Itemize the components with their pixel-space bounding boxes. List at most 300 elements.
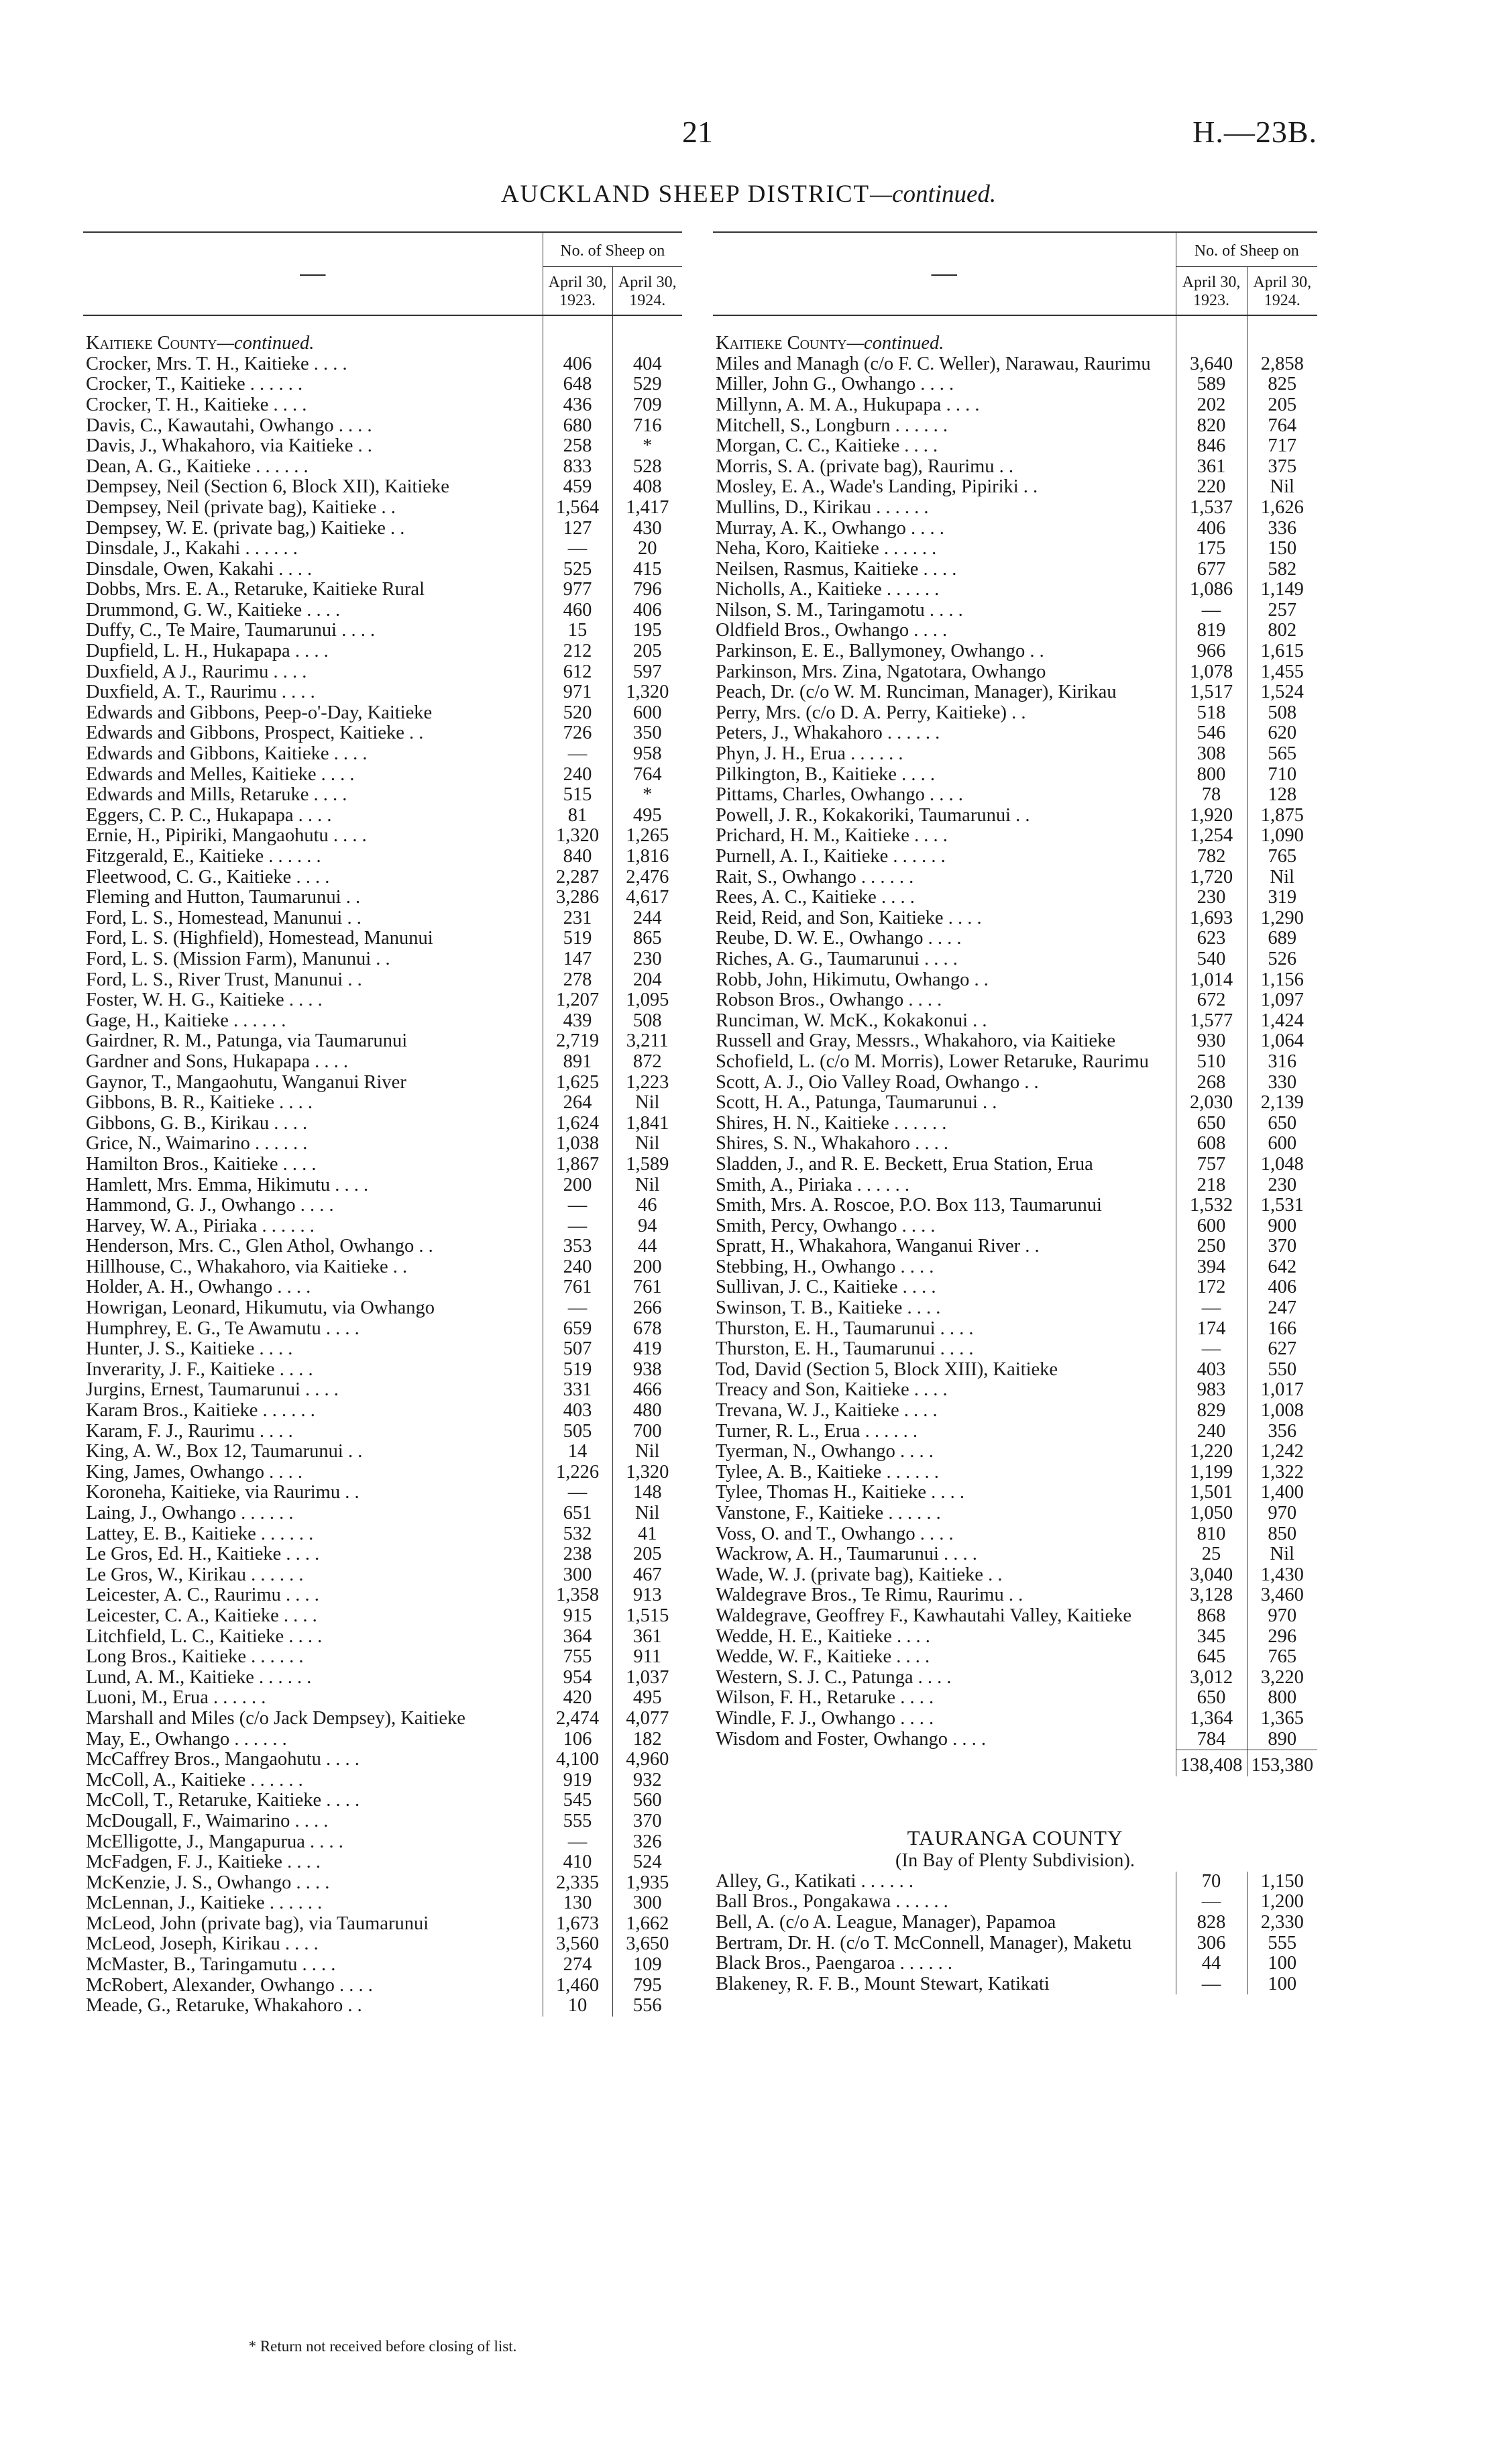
sheep-1924: 205 xyxy=(632,1544,662,1565)
sheep-1923: 274 xyxy=(543,1955,612,1976)
sheep-1924: 761 xyxy=(632,1277,662,1298)
sheep-1923: 4,100 xyxy=(543,1750,612,1770)
table-row xyxy=(713,1031,1317,1052)
sheep-1924: 408 xyxy=(632,476,662,498)
table-row xyxy=(713,1483,1317,1503)
owner-name: Sladden, J., and R. E. Beckett, Erua Station, Erua xyxy=(713,1155,1176,1175)
owner-name: Scott, A. J., Oio Valley Road, Owhango . . xyxy=(713,1073,1176,1093)
table-row xyxy=(83,1277,682,1298)
owner-name: Edwards and Gibbons, Peep-o'-Day, Kaitieke xyxy=(83,703,543,724)
table-row xyxy=(713,723,1317,744)
owner-name: Ford, L. S. (Mission Farm), Manunui . . xyxy=(83,949,543,970)
sheep-1924: 466 xyxy=(632,1379,662,1401)
owner-name: Swinson, T. B., Kaitieke . . . . xyxy=(713,1298,1176,1319)
table-row xyxy=(83,436,682,457)
sheep-1924: 46 xyxy=(638,1195,657,1216)
sheep-1923: 612 xyxy=(543,662,612,683)
sheep-1923: 546 xyxy=(1176,723,1247,744)
sheep-1923: 175 xyxy=(1176,539,1247,559)
section-heading xyxy=(713,315,1176,354)
owner-name: Holder, A. H., Owhango . . . . xyxy=(83,1277,543,1298)
owner-name: McColl, A., Kaitieke . . . . . . xyxy=(83,1770,543,1791)
sheep-1923: — xyxy=(1176,600,1247,621)
table-row xyxy=(713,600,1317,621)
owner-name: Crocker, T., Kaitieke . . . . . . xyxy=(83,374,543,395)
sheep-1923: 726 xyxy=(543,723,612,744)
table-row xyxy=(713,662,1317,683)
table-row xyxy=(713,1729,1317,1750)
owner-name: Smith, Mrs. A. Roscoe, P.O. Box 113, Taumarunui xyxy=(713,1195,1176,1216)
sheep-1924: 1,455 xyxy=(1260,661,1304,682)
table-row xyxy=(83,1134,682,1155)
table-row xyxy=(713,1442,1317,1462)
owner-name: Hamlett, Mrs. Emma, Hikimutu . . . . xyxy=(83,1175,543,1196)
sheep-1924: 555 xyxy=(1268,1932,1297,1953)
sheep-1924: 109 xyxy=(632,1954,662,1976)
sheep-1924: 300 xyxy=(632,1892,662,1914)
sheep-1923: 268 xyxy=(1176,1073,1247,1093)
owner-name: Parkinson, E. E., Ballymoney, Owhango . . xyxy=(713,641,1176,662)
table-row xyxy=(713,765,1317,786)
table-row xyxy=(713,847,1317,867)
sheep-1923: 130 xyxy=(543,1893,612,1914)
sheep-1923: 403 xyxy=(543,1401,612,1422)
sheep-1923: 1,199 xyxy=(1176,1462,1247,1483)
sheep-1923: 600 xyxy=(1176,1216,1247,1237)
sheep-1923: 1,564 xyxy=(543,498,612,519)
sheep-count-header: No. of Sheep on xyxy=(543,232,682,267)
owner-name: Wedde, W. F., Kaitieke . . . . xyxy=(713,1647,1176,1668)
sheep-1923: 15 xyxy=(543,621,612,641)
sheep-1923: 331 xyxy=(543,1380,612,1401)
owner-name: Laing, J., Owhango . . . . . . xyxy=(83,1503,543,1524)
table-row xyxy=(713,539,1317,559)
table-row xyxy=(713,1524,1317,1545)
sheep-1924: 266 xyxy=(632,1297,662,1319)
sheep-1923: — xyxy=(1176,1339,1247,1360)
table-row xyxy=(713,477,1317,498)
owner-name: Peters, J., Whakahoro . . . . . . xyxy=(713,723,1176,744)
sheep-1924: 689 xyxy=(1268,928,1297,949)
sheep-1923: 200 xyxy=(543,1175,612,1196)
table-row xyxy=(713,1627,1317,1648)
owner-name: Tyerman, N., Owhango . . . . xyxy=(713,1442,1176,1462)
table-row xyxy=(83,1052,682,1073)
sheep-1923: 2,335 xyxy=(543,1873,612,1894)
sheep-1923: 212 xyxy=(543,641,612,662)
sheep-1923: 915 xyxy=(543,1606,612,1627)
sheep-1923: 420 xyxy=(543,1688,612,1709)
sheep-1924: 336 xyxy=(1268,517,1297,539)
section-heading xyxy=(83,315,543,354)
sheep-1924: 1,400 xyxy=(1260,1482,1304,1503)
sheep-1924: 94 xyxy=(638,1215,657,1236)
sheep-1923: 677 xyxy=(1176,559,1247,580)
sheep-1923: 403 xyxy=(1176,1360,1247,1381)
table-row xyxy=(83,765,682,786)
sheep-1924: 150 xyxy=(1268,538,1297,559)
sheep-1924: 330 xyxy=(1268,1071,1297,1093)
sheep-1924: 1,150 xyxy=(1260,1870,1304,1892)
sheep-1923: 518 xyxy=(1176,703,1247,724)
table-row xyxy=(83,354,682,375)
owner-name: Henderson, Mrs. C., Glen Athol, Owhango . . xyxy=(83,1236,543,1257)
sheep-1924: 526 xyxy=(1268,948,1297,969)
sheep-1923: 364 xyxy=(543,1627,612,1648)
left-table-body xyxy=(83,315,682,2017)
tauranga-table-body xyxy=(713,1872,1317,1995)
sheep-1924: Nil xyxy=(635,1092,660,1114)
owner-name: Perry, Mrs. (c/o D. A. Perry, Kaitieke) . . xyxy=(713,703,1176,724)
table-row xyxy=(83,703,682,724)
sheep-1923: 264 xyxy=(543,1093,612,1114)
table-row xyxy=(713,1236,1317,1257)
sheep-1924: 620 xyxy=(1268,722,1297,744)
table-row xyxy=(83,928,682,949)
sheep-1923: 10 xyxy=(543,1996,612,2017)
sheep-1923: 308 xyxy=(1176,744,1247,765)
table-row xyxy=(713,436,1317,457)
sheep-1924: 1,149 xyxy=(1260,579,1304,600)
table-row xyxy=(713,1360,1317,1381)
table-row xyxy=(83,888,682,908)
table-row xyxy=(83,580,682,600)
table-row xyxy=(713,1339,1317,1360)
table-row xyxy=(83,1893,682,1914)
owner-name: Dempsey, Neil (Section 6, Block XII), Kaitieke xyxy=(83,477,543,498)
sheep-1924: 938 xyxy=(632,1358,662,1380)
owner-name: Parkinson, Mrs. Zina, Ngatotara, Owhango xyxy=(713,662,1176,683)
sheep-1924: 565 xyxy=(1268,743,1297,765)
owner-name: Thurston, E. H., Taumarunui . . . . xyxy=(713,1339,1176,1360)
sheep-1923: 278 xyxy=(543,970,612,991)
owner-name: McKenzie, J. S., Owhango . . . . xyxy=(83,1873,543,1894)
sheep-1923: 755 xyxy=(543,1647,612,1668)
page-title xyxy=(0,180,1497,209)
table-row xyxy=(713,395,1317,416)
owner-name: Edwards and Melles, Kaitieke . . . . xyxy=(83,765,543,786)
document-reference: H.—23B. xyxy=(1193,115,1317,149)
sheep-1923: 1,720 xyxy=(1176,867,1247,888)
sheep-1924: Nil xyxy=(1270,1544,1294,1565)
table-row xyxy=(83,908,682,929)
table-row xyxy=(83,498,682,519)
owner-name: Leicester, A. C., Raurimu . . . . xyxy=(83,1585,543,1606)
sheep-1923: — xyxy=(543,1195,612,1216)
owner-name: Lund, A. M., Kaitieke . . . . . . xyxy=(83,1668,543,1689)
owner-name: Thurston, E. H., Taumarunui . . . . xyxy=(713,1319,1176,1340)
owner-name: Humphrey, E. G., Te Awamutu . . . . xyxy=(83,1319,543,1340)
sheep-1924: 1,223 xyxy=(626,1071,669,1093)
table-row xyxy=(83,559,682,580)
sheep-1923: 519 xyxy=(543,1360,612,1381)
owner-name: Bell, A. (c/o A. League, Manager), Papamoa xyxy=(713,1913,1176,1933)
owner-name: Hamilton Bros., Kaitieke . . . . xyxy=(83,1155,543,1175)
table-row xyxy=(713,806,1317,826)
sheep-1924: 802 xyxy=(1268,620,1297,641)
owner-name: Le Gros, W., Kirikau . . . . . . xyxy=(83,1565,543,1586)
table-row xyxy=(83,1955,682,1976)
sheep-1923: 300 xyxy=(543,1565,612,1586)
sheep-1923: 3,012 xyxy=(1176,1668,1247,1689)
sheep-1923: — xyxy=(543,744,612,765)
owner-name: Meade, G., Retaruke, Whakahoro . . xyxy=(83,1996,543,2017)
table-row xyxy=(83,1790,682,1811)
sheep-1923: 810 xyxy=(1176,1524,1247,1545)
sheep-1923: 525 xyxy=(543,559,612,580)
table-row xyxy=(83,1709,682,1729)
sheep-1923: — xyxy=(543,1483,612,1503)
table-row xyxy=(83,1647,682,1668)
sheep-1924: 825 xyxy=(1268,374,1297,395)
owner-name: Dean, A. G., Kaitieke . . . . . . xyxy=(83,457,543,478)
sheep-1923: 238 xyxy=(543,1544,612,1565)
table-row xyxy=(713,1011,1317,1032)
table-row xyxy=(83,374,682,395)
sheep-1923: 977 xyxy=(543,580,612,600)
sheep-1923: 127 xyxy=(543,519,612,539)
sheep-1924: 2,858 xyxy=(1260,353,1304,374)
owner-name: Shires, S. N., Whakahoro . . . . xyxy=(713,1134,1176,1155)
owner-name: Russell and Gray, Messrs., Whakahoro, via Kaitieke xyxy=(713,1031,1176,1052)
table-row xyxy=(83,519,682,539)
sheep-1924: 2,139 xyxy=(1260,1092,1304,1114)
table-row xyxy=(83,621,682,641)
right-sheep-table xyxy=(713,231,1317,1994)
owner-name: Edwards and Mills, Retaruke . . . . xyxy=(83,785,543,806)
sheep-1923: 1,086 xyxy=(1176,580,1247,600)
table-row xyxy=(713,1668,1317,1689)
owner-name: Ford, L. S. (Highfield), Homestead, Manunui xyxy=(83,928,543,949)
table-row xyxy=(83,1319,682,1340)
sheep-1924: 495 xyxy=(632,804,662,826)
table-row xyxy=(713,1913,1317,1933)
sheep-1923: 394 xyxy=(1176,1257,1247,1278)
sheep-1924: 764 xyxy=(632,763,662,785)
sheep-1924: 1,265 xyxy=(626,825,669,847)
sheep-1923: 3,286 xyxy=(543,888,612,908)
table-row xyxy=(83,1216,682,1237)
owner-name: Foster, W. H. G., Kaitieke . . . . xyxy=(83,990,543,1011)
table-row xyxy=(713,374,1317,395)
table-row xyxy=(713,1933,1317,1954)
owner-name: Hammond, G. J., Owhango . . . . xyxy=(83,1195,543,1216)
owner-name: Morgan, C. C., Kaitieke . . . . xyxy=(713,436,1176,457)
table-row xyxy=(83,847,682,867)
sheep-1923: 3,560 xyxy=(543,1934,612,1955)
owner-name: McLeod, John (private bag), via Taumarunui xyxy=(83,1914,543,1935)
owner-name: Gaynor, T., Mangaohutu, Wanganui River xyxy=(83,1073,543,1093)
sheep-1924: 257 xyxy=(1268,599,1297,621)
sheep-1923: 3,128 xyxy=(1176,1585,1247,1606)
table-row xyxy=(83,785,682,806)
sheep-1924: 958 xyxy=(632,743,662,765)
sheep-1924: 1,816 xyxy=(626,846,669,867)
sheep-1923: 353 xyxy=(543,1236,612,1257)
sheep-1924: 166 xyxy=(1268,1318,1297,1339)
owner-column-header: — xyxy=(83,232,543,315)
table-row xyxy=(713,1892,1317,1913)
sheep-1924: 356 xyxy=(1268,1420,1297,1442)
table-row xyxy=(713,1565,1317,1586)
year-1924-header: April 30, 1924. xyxy=(612,267,682,315)
sheep-1924: 430 xyxy=(632,517,662,539)
sheep-1924: 370 xyxy=(632,1810,662,1831)
owner-name: Hillhouse, C., Whakahoro, via Kaitieke . . xyxy=(83,1257,543,1278)
sheep-count-header: No. of Sheep on xyxy=(1176,232,1317,267)
table-row xyxy=(83,1811,682,1832)
table-row xyxy=(83,1750,682,1770)
owner-name: Smith, A., Piriaka . . . . . . xyxy=(713,1175,1176,1196)
sheep-1924: Nil xyxy=(635,1441,660,1462)
table-row xyxy=(713,682,1317,703)
owner-name: Gage, H., Kaitieke . . . . . . xyxy=(83,1011,543,1032)
sheep-1924: 600 xyxy=(632,702,662,723)
sheep-1923: 757 xyxy=(1176,1155,1247,1175)
sheep-1923: 650 xyxy=(1176,1114,1247,1134)
owner-name: Dinsdale, Owen, Kakahi . . . . xyxy=(83,559,543,580)
sheep-1923: 510 xyxy=(1176,1052,1247,1073)
sheep-1923: 1,577 xyxy=(1176,1011,1247,1032)
owner-name: Crocker, T. H., Kaitieke . . . . xyxy=(83,395,543,416)
table-row xyxy=(83,806,682,826)
table-row xyxy=(83,1770,682,1791)
owner-name: Peach, Dr. (c/o W. M. Runciman, Manager), Kirikau xyxy=(713,682,1176,703)
sheep-1923: 436 xyxy=(543,395,612,416)
sheep-1924: 1,841 xyxy=(626,1112,669,1134)
sheep-1923: 3,040 xyxy=(1176,1565,1247,1586)
table-row xyxy=(83,1195,682,1216)
sheep-1923: — xyxy=(1176,1892,1247,1913)
sheep-1923: 784 xyxy=(1176,1729,1247,1750)
table-row xyxy=(83,1873,682,1894)
sheep-1924: Nil xyxy=(635,1174,660,1195)
table-row xyxy=(713,1872,1317,1892)
sheep-1924: 528 xyxy=(632,456,662,477)
sheep-1924: 508 xyxy=(632,1010,662,1031)
owner-name: McElligotte, J., Mangapurua . . . . xyxy=(83,1832,543,1853)
sheep-1923: 659 xyxy=(543,1319,612,1340)
owner-name: Dupfield, L. H., Hukapapa . . . . xyxy=(83,641,543,662)
owner-name: Voss, O. and T., Owhango . . . . xyxy=(713,1524,1176,1545)
owner-name: Gardner and Sons, Hukapapa . . . . xyxy=(83,1052,543,1073)
sheep-1924: 247 xyxy=(1268,1297,1297,1319)
table-row xyxy=(713,1093,1317,1114)
owner-name: Wedde, H. E., Kaitieke . . . . xyxy=(713,1627,1176,1648)
sheep-1924: 627 xyxy=(1268,1338,1297,1360)
table-row xyxy=(83,1360,682,1381)
owner-name: Rait, S., Owhango . . . . . . xyxy=(713,867,1176,888)
sheep-1923: 218 xyxy=(1176,1175,1247,1196)
table-row xyxy=(83,1852,682,1873)
sheep-1924: 717 xyxy=(1268,435,1297,457)
sheep-1923: 966 xyxy=(1176,641,1247,662)
sheep-1924: 524 xyxy=(632,1852,662,1873)
owner-name: May, E., Owhango . . . . . . xyxy=(83,1729,543,1750)
owner-name: Wilson, F. H., Retaruke . . . . xyxy=(713,1688,1176,1709)
owner-name: Marshall and Miles (c/o Jack Dempsey), Kaitieke xyxy=(83,1709,543,1729)
table-row xyxy=(713,1585,1317,1606)
table-row xyxy=(83,723,682,744)
table-row xyxy=(713,1298,1317,1319)
owner-name: Western, S. J. C., Patunga . . . . xyxy=(713,1668,1176,1689)
table-row xyxy=(83,662,682,683)
sheep-1924: 1,515 xyxy=(626,1605,669,1626)
table-row xyxy=(713,1422,1317,1442)
sheep-1924: 529 xyxy=(632,374,662,395)
table-row xyxy=(83,1031,682,1052)
sheep-1924: Nil xyxy=(1270,476,1294,498)
sheep-1923: 589 xyxy=(1176,374,1247,395)
owner-name: Dempsey, W. E. (private bag,) Kaitieke . . xyxy=(83,519,543,539)
sheep-1924: 296 xyxy=(1268,1625,1297,1647)
owner-name: Howrigan, Leonard, Hikumutu, via Owhango xyxy=(83,1298,543,1319)
sheep-1924: 205 xyxy=(1268,394,1297,415)
sheep-1923: 930 xyxy=(1176,1031,1247,1052)
sheep-1923: 70 xyxy=(1176,1872,1247,1892)
owner-name: Turner, R. L., Erua . . . . . . xyxy=(713,1422,1176,1442)
owner-name: McDougall, F., Waimarino . . . . xyxy=(83,1811,543,1832)
table-row xyxy=(83,1073,682,1093)
table-row xyxy=(83,1832,682,1853)
sheep-1924: 1,417 xyxy=(626,496,669,518)
sheep-1923: 220 xyxy=(1176,477,1247,498)
sheep-1924: 1,090 xyxy=(1260,825,1304,847)
sheep-1924: 716 xyxy=(632,415,662,436)
table-row xyxy=(713,559,1317,580)
sheep-1923: 1,320 xyxy=(543,826,612,847)
owner-name: Mosley, E. A., Wade's Landing, Pipiriki . . xyxy=(713,477,1176,498)
sheep-1924: 375 xyxy=(1268,456,1297,477)
sheep-1923: 846 xyxy=(1176,436,1247,457)
table-row xyxy=(713,1544,1317,1565)
sheep-1924: 1,430 xyxy=(1260,1564,1304,1585)
sheep-1923: 172 xyxy=(1176,1277,1247,1298)
sheep-1923: 954 xyxy=(543,1668,612,1689)
sheep-1923: 1,693 xyxy=(1176,908,1247,929)
owner-name: Fleming and Hutton, Taumarunui . . xyxy=(83,888,543,908)
section-title: Kaitieke County xyxy=(716,333,847,354)
sheep-1923: 2,287 xyxy=(543,867,612,888)
sheep-1923: 44 xyxy=(1176,1953,1247,1974)
sheep-1924: 1,037 xyxy=(626,1666,669,1688)
sheep-1924: 597 xyxy=(632,661,662,682)
sheep-1923: 1,517 xyxy=(1176,682,1247,703)
sheep-1924: 642 xyxy=(1268,1256,1297,1277)
sheep-1924: 44 xyxy=(638,1236,657,1257)
sheep-1923: 829 xyxy=(1176,1401,1247,1422)
table-row xyxy=(83,1976,682,1996)
owner-name: Gairdner, R. M., Patunga, via Taumarunui xyxy=(83,1031,543,1052)
table-row xyxy=(83,1011,682,1032)
owner-name: Tylee, A. B., Kaitieke . . . . . . xyxy=(713,1462,1176,1483)
owner-name: Prichard, H. M., Kaitieke . . . . xyxy=(713,826,1176,847)
sheep-1924: 890 xyxy=(1268,1728,1297,1750)
right-total-body xyxy=(713,1750,1317,1872)
sheep-1924: 1,935 xyxy=(626,1872,669,1893)
table-row xyxy=(83,949,682,970)
sheep-1923: 919 xyxy=(543,1770,612,1791)
sheep-1923: 230 xyxy=(1176,888,1247,908)
sheep-1924: 800 xyxy=(1268,1687,1297,1709)
sheep-1924: 560 xyxy=(632,1790,662,1811)
owner-name: Windle, F. J., Owhango . . . . xyxy=(713,1709,1176,1729)
sheep-1923: 782 xyxy=(1176,847,1247,867)
owner-name: Trevana, W. J., Kaitieke . . . . xyxy=(713,1401,1176,1422)
sheep-1924: 796 xyxy=(632,579,662,600)
table-row xyxy=(83,1175,682,1196)
table-row xyxy=(713,1606,1317,1627)
